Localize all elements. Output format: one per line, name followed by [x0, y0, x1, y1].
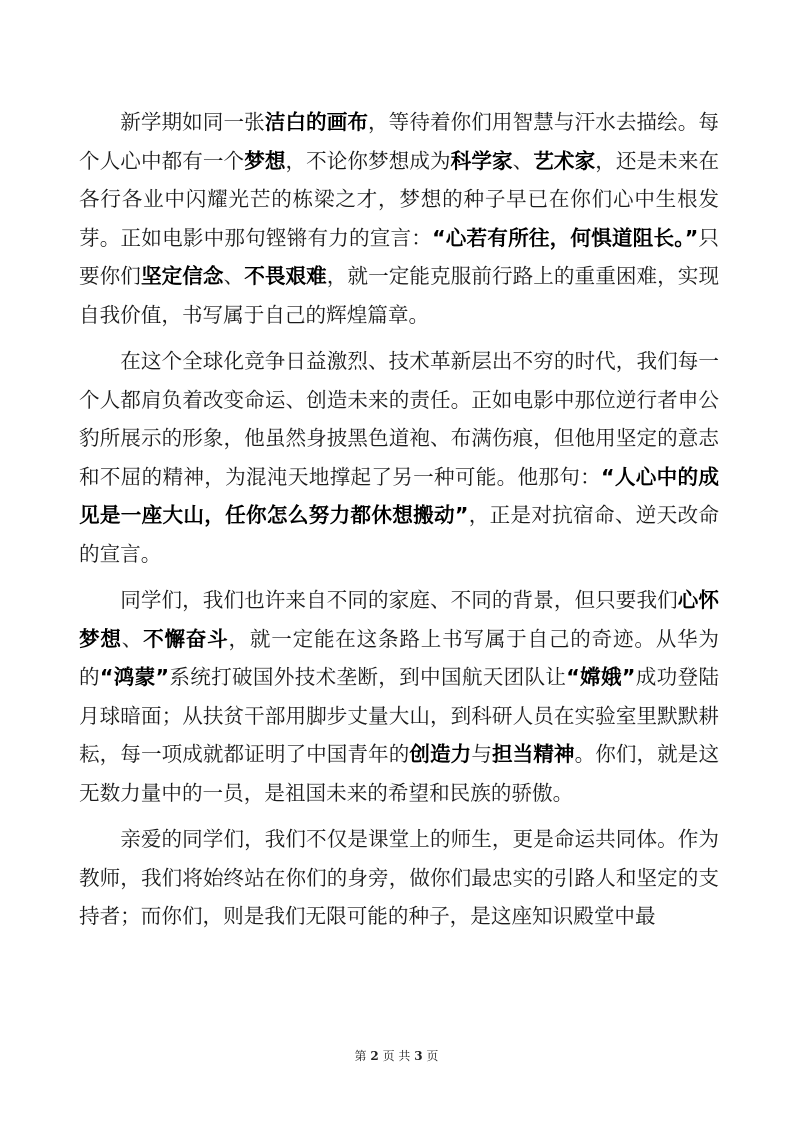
paragraph [79, 103, 719, 334]
emphasis-text: 不懈奋斗 [143, 626, 229, 651]
paragraph-text: 新学期如同一张 [120, 110, 265, 134]
document-body [79, 103, 719, 944]
emphasis-text: “嫦娥” [566, 665, 636, 689]
emphasis-text: “人心中的成见是一座大山，任你怎么努力都休想搬动” [79, 464, 719, 527]
emphasis-text: 科学家 [450, 148, 513, 173]
emphasis-text: 坚定信念 [140, 264, 224, 288]
paragraph-text: ，正是对抗宿命、逆天改命的宣言。 [79, 503, 719, 566]
paragraph-text: 、 [121, 626, 144, 651]
emphasis-text: 梦想 [244, 148, 286, 173]
paragraph-text: ，还是未来在各行各业中闪耀光芒的栋梁之才，梦想的种子早已在你们心中生根发芽。正如电影中那句铿锵有力的宣言： [79, 148, 720, 250]
paragraph-text: 。你们，就是这无数力量中的一员，是祖国未来的希望和民族的骄傲。 [79, 742, 720, 805]
footer-middle: 页 共 [382, 1049, 411, 1063]
paragraph-text: ，不论你梦想成为 [285, 148, 451, 173]
paragraph-text: 、 [223, 264, 245, 288]
paragraph-text: ，等待着你们用智慧与汗水去描绘。每个人心中都有一个 [79, 110, 720, 173]
emphasis-text: 艺术家 [533, 148, 596, 173]
emphasis-text: 担当精神 [491, 742, 575, 766]
footer-total-pages: 3 [414, 1049, 423, 1063]
paragraph-text: 亲爱的同学们，我们不仅是课堂上的师生，更是命运共同体。作为教师，我们将始终站在你们的身旁，做你们最忠实的引路人和坚定的支持者；而你们，则是我们无限可能的种子，是这座知识殿堂中最 [79, 827, 719, 928]
paragraph-text: 与 [471, 742, 492, 766]
paragraph-text: 系统打破国外技术垄断，到中国航天团队让 [169, 665, 567, 689]
emphasis-text: “心若有所往，何惧道阻长。” [432, 225, 699, 250]
paragraph-text: 同学们，我们也许来自不同的家庭、不同的背景，但只要我们 [120, 588, 678, 612]
page-footer [0, 1047, 793, 1064]
paragraph-text: 、 [512, 148, 534, 173]
paragraph-text: 成功登陆月球暗面；从扶贫干部用脚步丈量大山，到科研人员在实验室里默默耕耘，每一项成就都证明了中国青年的 [79, 665, 720, 766]
emphasis-text: “鸿蒙” [99, 665, 170, 689]
paragraph [79, 820, 719, 936]
footer-prefix: 第 [354, 1049, 367, 1063]
paragraph-text: ，就一定能克服前行路上的重重困难，实现自我价值，书写属于自己的辉煌篇章。 [79, 264, 720, 327]
footer-current-page: 2 [370, 1049, 379, 1063]
paragraph-text: 只要你们 [79, 225, 720, 288]
footer-suffix: 页 [426, 1049, 439, 1063]
emphasis-text: 心怀梦想 [79, 588, 720, 651]
emphasis-text: 创造力 [409, 742, 472, 766]
emphasis-text: 不畏艰难 [244, 264, 327, 288]
paragraph [79, 581, 719, 812]
paragraph-text: ，就一定能在这条路上书写属于自己的奇迹。从华为的 [79, 626, 720, 689]
paragraph-text: 在这个全球化竞争日益激烈、技术革新层出不穷的时代，我们每一个人都肩负着改变命运、创造未来的责任。正如电影中那位逆行者申公豹所展示的形象，他虽然身披黑色道袍、布满伤痕，但他用坚定的意志和不屈的精神，为混沌天地撑起了另一种可能。他那句： [79, 349, 719, 489]
paragraph [79, 342, 719, 573]
emphasis-text: 洁白的画布 [264, 110, 369, 134]
